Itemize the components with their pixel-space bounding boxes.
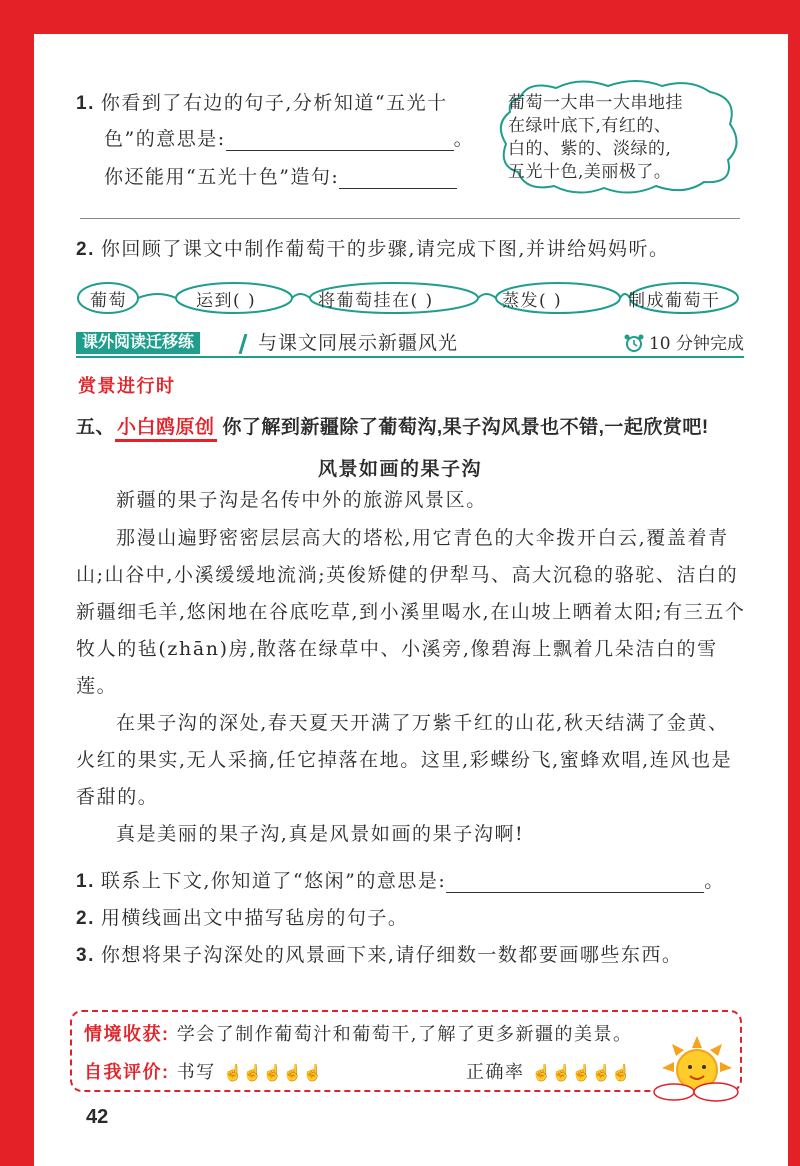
- q1-line2: 色”的意思是: 。: [104, 128, 475, 150]
- slash-icon: [238, 334, 248, 354]
- accuracy-eval: 正确率 ☝☝☝☝☝: [466, 1062, 632, 1083]
- band-line: [76, 356, 744, 358]
- original-badge: 小白鸥原创: [115, 412, 217, 442]
- flow-step: 葡萄: [90, 291, 127, 311]
- cloud-line: 白的、紫的、淡绿的,: [508, 139, 672, 159]
- section-band: [76, 330, 744, 358]
- section-label: 赏景进行时: [78, 376, 176, 396]
- article-title: 风景如画的果子沟: [317, 459, 482, 480]
- band-time: 10 分钟完成: [624, 332, 744, 356]
- q1-long-line[interactable]: [80, 218, 740, 219]
- paragraph: 在果子沟的深处,春天夏天开满了万紫千红的山花,秋天结满了金黄、火红的果实,无人采摘,任它掉落在地。这里,彩蝶纷飞,蜜蜂欢唱,连风也是香甜的。: [76, 712, 733, 808]
- question-1: 1. 联系上下文,你知道了“悠闲”的意思是: 。: [76, 870, 725, 892]
- paragraph: 那漫山遍野密密层层高大的塔松,用它青色的大伞拨开白云,覆盖着青山;山谷中,小溪缓缓地流淌;英俊矫健的伊犁马、高大沉稳的骆驼、洁白的新疆细毛羊,悠闲地在谷底吃草,到小溪里喝水,在山坡上晒着太阳;有三五个牧人的毡(zhān)房,散落在绿草中、小溪旁,像碧海上飘着几朵洁白的雪莲。: [76, 527, 746, 697]
- sun-icon: [652, 1034, 742, 1104]
- writing-rating[interactable]: ☝☝☝☝☝: [222, 1063, 323, 1082]
- alarm-clock-icon: [624, 334, 644, 352]
- q2-number: 2.: [76, 239, 95, 260]
- summary-gain: 情境收获: 学会了制作葡萄汁和葡萄干,了解了更多新疆的美景。: [84, 1024, 633, 1045]
- paragraph: 新疆的果子沟是名传中外的旅游风景区。: [116, 489, 487, 511]
- q2-line: 2. 你回顾了课文中制作葡萄干的步骤,请完成下图,并讲给妈妈听。: [76, 238, 670, 260]
- q1-line3: 你还能用“五光十色”造句:: [104, 162, 457, 189]
- q5-line: 五、 小白鸥原创 你了解到新疆除了葡萄沟,果子沟风景也不错,一起欣赏吧!: [76, 412, 709, 442]
- band-title: 与课文同展示新疆风光: [258, 332, 459, 354]
- flow-step[interactable]: 将葡萄挂在( ): [318, 291, 434, 311]
- band-tag: 课外阅读迁移练: [76, 332, 200, 354]
- accuracy-rating[interactable]: ☝☝☝☝☝: [531, 1063, 632, 1082]
- q1-number: 1.: [76, 93, 95, 114]
- cloud-text: [508, 92, 736, 184]
- flow-step: 制成葡萄干: [628, 291, 721, 311]
- question-3: 3. 你想将果子沟深处的风景画下来,请仔细数一数都要画哪些东西。: [76, 944, 683, 966]
- cloud-line: 五光十色,美丽极了。: [508, 162, 672, 182]
- question-2: 2. 用横线画出文中描写毡房的句子。: [76, 907, 409, 929]
- flow-step[interactable]: 蒸发( ): [502, 291, 563, 311]
- cloud-line: 在绿叶底下,有红的、: [508, 116, 672, 136]
- q-answer-line[interactable]: [446, 872, 704, 893]
- q1-sentence-line[interactable]: [339, 168, 457, 189]
- q1-answer-line[interactable]: [226, 130, 454, 151]
- flow-step[interactable]: 运到( ): [196, 291, 257, 311]
- paragraph: 真是美丽的果子沟,真是风景如画的果子沟啊!: [116, 823, 525, 845]
- page-number: 42: [86, 1106, 109, 1128]
- summary-eval: 自我评价: 书写 ☝☝☝☝☝: [84, 1062, 323, 1083]
- cloud-line: 葡萄一大串一大串地挂: [508, 93, 683, 113]
- q1-line1: 1. 你看到了右边的句子,分析知道“五光十: [76, 92, 448, 114]
